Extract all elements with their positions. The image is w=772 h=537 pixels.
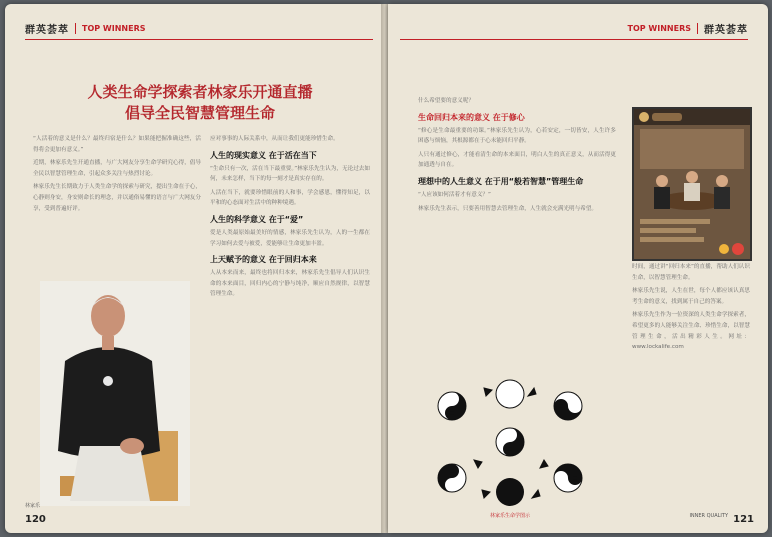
portrait-photo [40, 281, 190, 506]
yin-yang-diagram [424, 376, 596, 508]
header-divider [75, 23, 76, 34]
subheading: 人生的现实意义 在于活在当下 [210, 150, 317, 160]
article-title-line1: 人类生命学探索者林家乐开通直播 [87, 83, 313, 101]
paragraph: “修心是生命最重要的功课。”林家乐先生认为，心若安定，一切皆安，人生许多困惑与烦恼，其根源都在于心未能回归平静。 [418, 127, 616, 145]
yin-yang-symbol [554, 392, 582, 420]
subheading: 人生的科学意义 在于“爱” [210, 214, 304, 224]
page-label: 林家乐 [25, 503, 41, 509]
section-title-cn: 群英荟萃 [704, 24, 748, 36]
paragraph: 时间，通过讲“回归本来”的直播，帮助人们认识生命，以智慧管理生命。 [632, 264, 750, 281]
paragraph: 近期，林家乐先生开通直播，与广大网友分享生命学研究心得，倡导全民以智慧管理生命，引起众多关注与热烈讨论。 [33, 160, 201, 177]
right-column-2 [632, 262, 750, 356]
livestream-screenshot [632, 107, 752, 261]
subheading: 生命回归本来的意义 在于修心 [418, 112, 525, 122]
right-column-1 [418, 96, 616, 217]
yin-yang-symbol [438, 392, 466, 420]
header-rule [25, 39, 373, 40]
page-label: INNER QUALITY [689, 513, 728, 519]
section-title-cn: 群英荟萃 [25, 24, 69, 36]
yin-yang-symbol [554, 464, 582, 492]
paragraph: 林家乐先生长期致力于人类生命学的探索与研究，提出生命在于心，心静则身安，身安则命长的理念，并以通俗易懂的语言与广大网友分享，受到普遍好评。 [33, 184, 201, 212]
section-title-en: TOP WINNERS [627, 23, 691, 33]
paragraph: 爱是人类最原始最美好的情感，林家乐先生认为，人的一生都在学习如何去爱与被爱，爱能够让生命更加丰盈。 [210, 229, 370, 247]
paragraph: 林家乐先生表示，只要善用智慧去管理生命，人生就会充满光明与希望。 [418, 205, 598, 212]
page-number: 121 [733, 514, 754, 525]
portrait-illustration [40, 281, 190, 506]
diagram-caption: 林家乐生命学图示 [489, 513, 530, 519]
section-header [25, 18, 145, 38]
paragraph: 人只有通过修心，才能看清生命的本来面目，明白人生的真正意义，从而活得更加通透与自在。 [418, 151, 616, 169]
yin-yang-symbol [438, 464, 466, 492]
paragraph: “人活着的意义是什么？最终归宿是什么？如果能把握准确这些，活得将会更加有意义。” [33, 136, 201, 153]
livestream-illustration [634, 109, 750, 259]
subheading: 理想中的人生意义 在于用“般若智慧”管理生命 [418, 176, 584, 186]
left-page [5, 4, 383, 533]
paragraph: 林家乐先生说，人生在世，每个人都应该认真思考生命的意义，找到属于自己的答案。 [632, 288, 750, 305]
paragraph: 应对事事的人际关系中，从而让我们更能珍惜生命。 [210, 136, 339, 142]
paragraph: 人从本来而来，最终也将回归本来，林家乐先生倡导人们认识生命的本来面目，回归内心的宁静与纯净，顺应自然规律，以智慧管理生命。 [210, 270, 370, 298]
section-header [628, 18, 748, 38]
header-rule [400, 39, 748, 40]
paragraph: “生命只有一次，活在当下最重要。”林家乐先生认为，无论过去如何，未来怎样，当下的每一刻才是真实存在的。 [210, 165, 370, 183]
paragraph: 林家乐先生作为一位资深的人类生命学探索者，希望更多的人能够关注生命、珍惜生命，以智慧管理生命，活出精彩人生。网址：www.lockalife.com [632, 312, 750, 351]
paragraph: “人应该如何活着才有意义？” [418, 191, 491, 198]
right-page [388, 4, 768, 533]
subheading: 上天赋予的意义 在于回归本来 [210, 255, 317, 265]
header-divider [697, 23, 698, 34]
filled-circle [496, 478, 524, 506]
paragraph: 什么希望要的意义呢？ [418, 98, 474, 104]
section-title-en: TOP WINNERS [82, 23, 146, 33]
article-title-line2: 倡导全民智慧管理生命 [124, 104, 275, 122]
yin-yang-symbol [496, 428, 524, 456]
paragraph: 人活在当下，就要珍惜眼前的人和事，学会感恩，懂得知足，以平和的心态面对生活中的种种境遇。 [210, 189, 370, 207]
left-column-1 [33, 134, 201, 217]
page-number: 120 [25, 514, 46, 525]
empty-circle [496, 380, 524, 408]
left-column-2 [210, 134, 370, 303]
